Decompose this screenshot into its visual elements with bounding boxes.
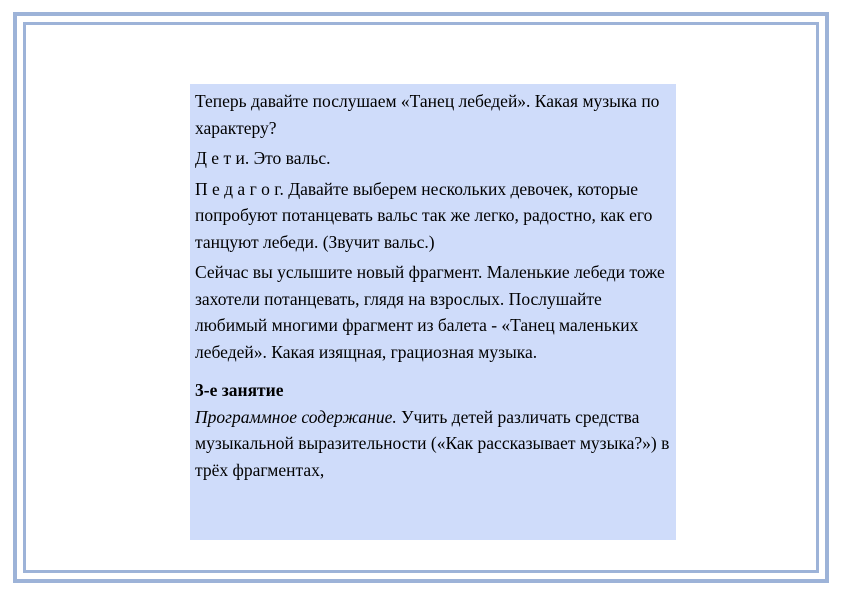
- text-block: [190, 84, 676, 540]
- paragraph-new-fragment: Сейчас вы услышите новый фрагмент. Маленькие лебеди тоже захотели потанцевать, глядя на взрослых. Послушайте любимый многими фрагмент из балета - «Танец маленьких лебедей». Какая изящная, грациозная музыка.: [195, 262, 665, 362]
- lesson-heading: 3-е занятие: [195, 380, 284, 400]
- paragraph-program-content: [195, 404, 672, 484]
- program-content-text: Учить детей различать средства музыкальной выразительности («Как рассказывает музыка?») в трёх фрагментах,: [195, 406, 670, 480]
- paragraph-children-answer: Д е т и. Это вальс.: [195, 148, 331, 168]
- program-content-label: Программное содержание.: [195, 406, 397, 427]
- paragraph-teacher: П е д а г о г. Давайте выберем нескольких девочек, которые попробуют потанцевать вальс так же легко, радостно, как его танцуют лебеди. (Звучит вальс.): [195, 178, 653, 252]
- paragraph-intro: Теперь давайте послушаем «Танец лебедей». Какая музыка по характеру?: [195, 91, 660, 138]
